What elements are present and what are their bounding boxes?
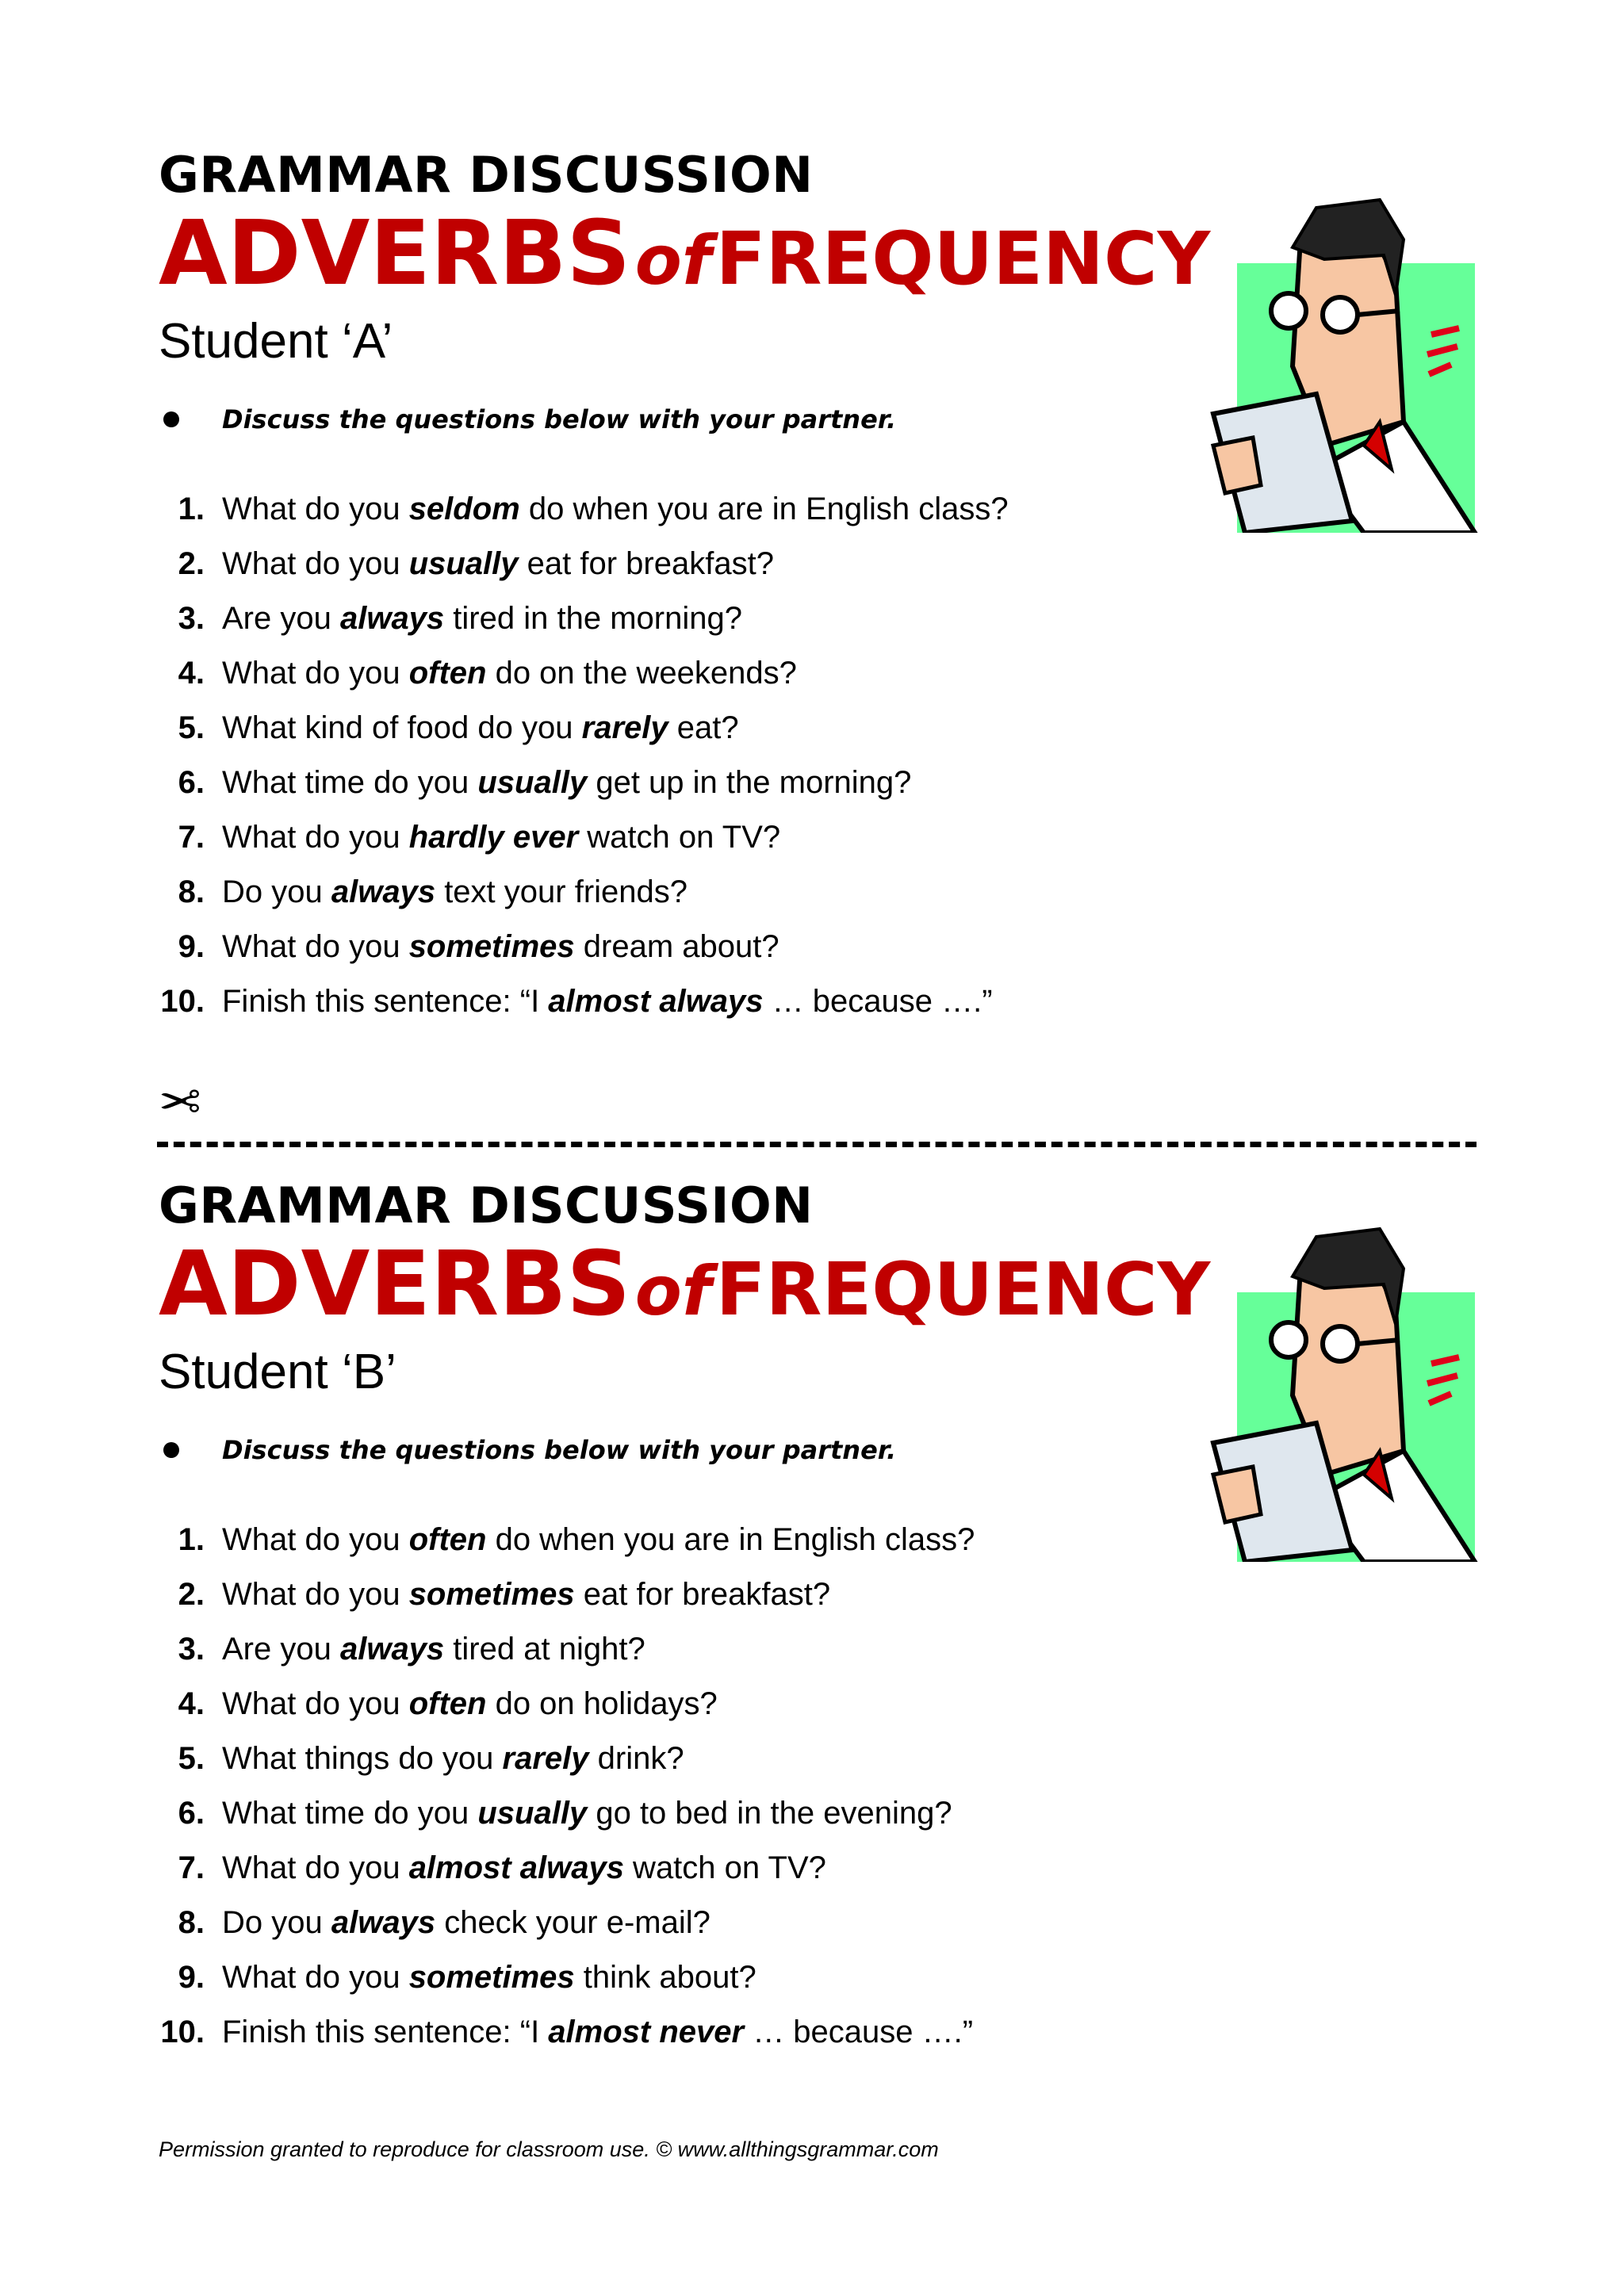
- glasses-right: [1323, 1326, 1358, 1361]
- instruction-text: Discuss the questions below with your partner.: [222, 1435, 897, 1465]
- question-text: What do you seldom do when you are in English class?: [222, 492, 1009, 526]
- question-text: Finish this sentence: “I almost never … because ….”: [222, 2015, 974, 2049]
- question-item: [159, 1958, 1475, 2013]
- question-text: What do you usually eat for breakfast?: [222, 546, 774, 581]
- question-number: 9.: [178, 1960, 205, 1995]
- question-text: Do you always text your friends?: [222, 874, 688, 909]
- title-frequency: FREQUENCY: [715, 1247, 1211, 1332]
- question-number: 3.: [178, 1632, 205, 1667]
- question-number: 10.: [160, 984, 205, 1019]
- question-number: 7.: [178, 1850, 205, 1885]
- question-item: [159, 545, 1475, 599]
- question-text: Are you always tired in the morning?: [222, 601, 742, 636]
- bullet-icon: [163, 411, 179, 427]
- glasses-right: [1323, 297, 1358, 332]
- question-text: What do you almost always watch on TV?: [222, 1850, 826, 1885]
- adverb: always: [331, 1905, 436, 1940]
- question-number: 7.: [178, 820, 205, 855]
- question-text: Do you always check your e-mail?: [222, 1905, 710, 1940]
- question-number: 5.: [178, 710, 205, 745]
- teacher-illustration: [1205, 184, 1491, 533]
- question-number: 2.: [178, 546, 205, 581]
- question-number: 1.: [178, 492, 205, 526]
- question-text: What do you sometimes think about?: [222, 1960, 756, 1995]
- question-item: [159, 763, 1475, 818]
- title-of: of: [634, 1252, 712, 1331]
- question-number: 6.: [178, 765, 205, 800]
- question-item: [159, 928, 1475, 982]
- title-of: of: [634, 221, 712, 300]
- question-text: What do you often do when you are in English class?: [222, 1522, 975, 1557]
- adverb: always: [339, 601, 445, 636]
- adverb: hardly ever: [408, 820, 579, 855]
- adverb: usually: [477, 765, 588, 800]
- question-item: [159, 1794, 1475, 1849]
- question-item: [159, 1685, 1475, 1739]
- question-text: What do you hardly ever watch on TV?: [222, 820, 781, 855]
- question-number: 9.: [178, 929, 205, 964]
- adverb: usually: [408, 546, 519, 581]
- adverb: usually: [477, 1796, 588, 1831]
- question-number: 2.: [178, 1577, 205, 1612]
- question-text: What kind of food do you rarely eat?: [222, 710, 739, 745]
- adverb: always: [339, 1632, 445, 1667]
- scissors-icon: ✂: [159, 1073, 201, 1131]
- question-text: What do you sometimes eat for breakfast?: [222, 1577, 831, 1612]
- question-text: What do you often do on the weekends?: [222, 656, 797, 691]
- question-number: 5.: [178, 1741, 205, 1776]
- question-item: [159, 1904, 1475, 1958]
- question-number: 3.: [178, 601, 205, 636]
- question-item: [159, 709, 1475, 763]
- glasses-left: [1271, 1322, 1306, 1357]
- adverb: almost never: [548, 2015, 745, 2049]
- kicker-heading: GRAMMAR DISCUSSION: [159, 146, 814, 204]
- question-text: What things do you rarely drink?: [222, 1741, 684, 1776]
- question-list: [159, 490, 1475, 1037]
- question-item: [159, 1849, 1475, 1904]
- question-item: [159, 982, 1475, 1037]
- question-item: [159, 599, 1475, 654]
- bullet-icon: [163, 1442, 179, 1458]
- student-label: Student ‘A’: [159, 314, 393, 369]
- question-item: [159, 2013, 1475, 2068]
- question-text: What time do you usually go to bed in the evening?: [222, 1796, 952, 1831]
- question-item: [159, 1630, 1475, 1685]
- question-number: 6.: [178, 1796, 205, 1831]
- question-number: 4.: [178, 1686, 205, 1721]
- question-number: 10.: [160, 2015, 205, 2049]
- question-item: [159, 818, 1475, 873]
- glasses-left: [1271, 293, 1306, 328]
- hand: [1213, 438, 1261, 493]
- question-item: [159, 654, 1475, 709]
- question-number: 4.: [178, 656, 205, 691]
- adverb: rarely: [502, 1741, 589, 1776]
- adverb: always: [331, 874, 436, 909]
- instruction-text: Discuss the questions below with your partner.: [222, 404, 897, 434]
- question-text: What do you sometimes dream about?: [222, 929, 779, 964]
- adverb: almost always: [408, 1850, 624, 1885]
- adverb: often: [408, 1522, 487, 1557]
- question-item: [159, 1739, 1475, 1794]
- question-list: [159, 1521, 1475, 2068]
- adverb: sometimes: [408, 1960, 575, 1995]
- question-number: 1.: [178, 1522, 205, 1557]
- adverb: often: [408, 656, 487, 691]
- adverb: sometimes: [408, 929, 575, 964]
- question-text: Are you always tired at night?: [222, 1632, 645, 1667]
- adverb: seldom: [408, 492, 520, 526]
- teacher-illustration: [1205, 1213, 1491, 1562]
- adverb: sometimes: [408, 1577, 575, 1612]
- cut-line: [157, 1142, 1477, 1147]
- title-frequency: FREQUENCY: [715, 216, 1211, 301]
- student-label: Student ‘B’: [159, 1345, 396, 1399]
- question-number: 8.: [178, 874, 205, 909]
- question-text: What time do you usually get up in the morning?: [222, 765, 912, 800]
- footer-permission: Permission granted to reproduce for classroom use. © www.allthingsgrammar.com: [159, 2137, 939, 2161]
- adverb: almost always: [548, 984, 764, 1019]
- hand: [1213, 1467, 1261, 1522]
- question-text: Finish this sentence: “I almost always … because ….”: [222, 984, 993, 1019]
- adverb: rarely: [581, 710, 668, 745]
- kicker-heading: GRAMMAR DISCUSSION: [159, 1177, 814, 1234]
- title-adverbs: ADVERBS: [159, 202, 631, 305]
- title-adverbs: ADVERBS: [159, 1233, 631, 1336]
- adverb: often: [408, 1686, 487, 1721]
- question-text: What do you often do on holidays?: [222, 1686, 718, 1721]
- question-item: [159, 1575, 1475, 1630]
- question-number: 8.: [178, 1905, 205, 1940]
- question-item: [159, 873, 1475, 928]
